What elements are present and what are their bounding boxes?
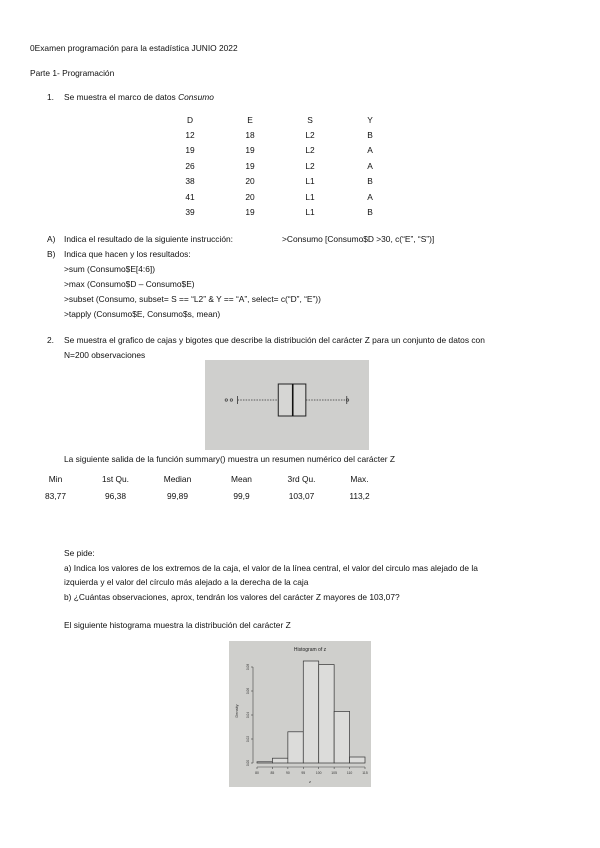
summary-value: 113,2 xyxy=(349,491,370,501)
hist-intro: El siguiente histograma muestra la distribución del carácter Z xyxy=(64,620,291,630)
q1-dataset-name: Consumo xyxy=(178,92,214,102)
histogram-photo xyxy=(229,641,371,787)
table-cell: 39 xyxy=(185,207,195,218)
table-row xyxy=(160,204,400,219)
table-cell: 38 xyxy=(185,176,195,187)
q1b-code-line: >max (Consumo$D – Consumo$E) xyxy=(64,279,195,289)
x-tick-label: 105 xyxy=(331,771,337,775)
table-cell: B xyxy=(367,207,373,218)
item-b: b) ¿Cuántas observaciones, aprox, tendrán los valores del carácter Z mayores de 103,07? xyxy=(64,592,400,602)
table-cell: 18 xyxy=(245,130,255,141)
summary-intro: La siguiente salida de la función summary() muestra un resumen numérico del carácter Z xyxy=(64,454,395,464)
summary-label: Median xyxy=(163,474,192,484)
x-tick-label: 80 xyxy=(255,771,259,775)
q2-text-line1: Se muestra el grafico de cajas y bigotes que describe la distribución del carácter Z para un conjunto de datos con xyxy=(64,335,485,345)
x-tick-label: 90 xyxy=(285,771,290,775)
table-cell: 20 xyxy=(245,176,255,187)
table-cell: L1 xyxy=(305,191,315,202)
q2-number: 2. xyxy=(47,335,54,345)
hist-ylabel: Density xyxy=(234,704,239,718)
q1b-label: B) xyxy=(47,249,56,259)
summary-value: 96,38 xyxy=(105,491,126,501)
summary-label: Max. xyxy=(350,474,369,484)
q1b-code-line: >sum (Consumo$E[4:6]) xyxy=(64,264,156,274)
q1b-code-line: >tapply (Consumo$E, Consumo$s, mean) xyxy=(64,309,221,319)
q1b-text: Indica que hacen y los resultados: xyxy=(64,249,191,259)
summary-label: 3rd Qu. xyxy=(287,474,316,484)
table-cell: 12 xyxy=(185,130,195,141)
table-row xyxy=(160,127,400,142)
summary-value: 99,9 xyxy=(233,491,250,501)
table-cell: A xyxy=(367,145,373,156)
histogram-bar xyxy=(257,762,272,763)
histogram-bar xyxy=(334,711,349,763)
histogram-chart xyxy=(229,641,371,787)
q1-text xyxy=(64,92,214,102)
table-row xyxy=(160,143,400,158)
table-cell: L2 xyxy=(305,145,315,156)
q1a-label: A) xyxy=(47,234,56,244)
x-tick-label: 100 xyxy=(315,771,322,775)
table-cell: 19 xyxy=(245,160,255,171)
histogram-bar xyxy=(288,732,303,763)
q1a-text: Indica el resultado de la siguiente instrucción: xyxy=(64,234,233,244)
table-cell: 19 xyxy=(245,207,255,218)
table-row xyxy=(160,158,400,173)
table-cell: L1 xyxy=(305,207,315,218)
summary-value: 103,07 xyxy=(288,491,315,501)
histogram-bar xyxy=(272,758,287,763)
item-a-line1: a) Indica los valores de los extremos de la caja, el valor de la línea central, el valor del circulo mas alejado de la xyxy=(64,563,478,573)
table-cell: A xyxy=(367,191,373,202)
y-tick-label: 0.06 xyxy=(246,687,250,695)
summary-value: 83,77 xyxy=(45,491,66,501)
y-tick-label: 0.02 xyxy=(246,735,250,743)
table-cell: 19 xyxy=(245,145,255,156)
consumo-table xyxy=(160,112,400,220)
summary-value: 99,89 xyxy=(167,491,188,501)
col-header: S xyxy=(307,114,313,125)
summary-label: Mean xyxy=(231,474,252,484)
table-cell: B xyxy=(367,130,373,141)
outlier-point xyxy=(230,399,232,401)
summary-label: Min xyxy=(48,474,63,484)
x-tick-label: 85 xyxy=(270,771,275,775)
item-a-line2: izquierda y el valor del círculo más alejado a la derecha de la caja xyxy=(64,577,309,587)
table-row xyxy=(160,189,400,204)
x-tick-label: 110 xyxy=(346,771,353,775)
histogram-bar xyxy=(319,665,334,763)
table-cell: L2 xyxy=(305,130,315,141)
boxplot-chart xyxy=(205,360,369,450)
table-cell: 19 xyxy=(185,145,195,156)
table-cell: 26 xyxy=(185,160,195,171)
boxplot-photo xyxy=(205,360,369,450)
summary-label: 1st Qu. xyxy=(102,474,129,484)
table-cell: A xyxy=(367,160,373,171)
q1-number: 1. xyxy=(47,92,54,102)
table-cell: 41 xyxy=(185,191,195,202)
col-header: E xyxy=(247,114,253,125)
table-cell: B xyxy=(367,176,373,187)
histogram-bar xyxy=(303,661,318,763)
q1b-code-line: >subset (Consumo, subset= S == “L2” & Y == “A”, select= c(“D”, “E”)) xyxy=(64,294,321,304)
table-header-row xyxy=(160,112,400,127)
y-tick-label: 0.00 xyxy=(246,759,250,767)
x-tick-label: 95 xyxy=(301,771,306,775)
table-row xyxy=(160,174,400,189)
x-tick-label: 115 xyxy=(362,771,368,775)
q2-text-line2: N=200 observaciones xyxy=(64,350,146,360)
table-cell: L2 xyxy=(305,160,315,171)
outlier-point xyxy=(225,399,227,401)
se-pide: Se pide: xyxy=(64,548,95,558)
col-header: Y xyxy=(367,114,373,125)
hist-xlabel: z xyxy=(309,779,311,784)
table-cell: L1 xyxy=(305,176,315,187)
y-tick-label: 0.08 xyxy=(246,663,250,671)
q1-text-main: Se muestra el marco de datos xyxy=(64,92,176,102)
exam-title: 0Examen programación para la estadística JUNIO 2022 xyxy=(30,43,238,53)
q1a-code: >Consumo [Consumo$D >30, c(“E”, “S”)] xyxy=(282,234,435,244)
hist-title: Histogram of z xyxy=(293,647,327,653)
histogram-bar xyxy=(350,757,365,763)
col-header: D xyxy=(186,114,194,125)
table-cell: 20 xyxy=(245,191,255,202)
part-heading: Parte 1- Programación xyxy=(30,68,115,78)
y-tick-label: 0.04 xyxy=(246,711,250,719)
